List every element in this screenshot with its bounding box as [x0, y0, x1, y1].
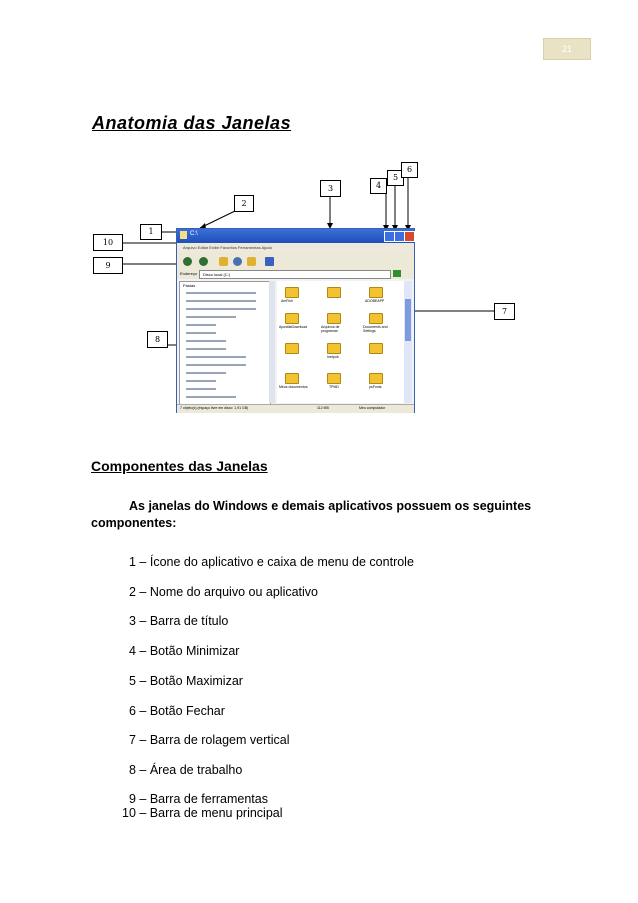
folder-icon: [327, 287, 341, 298]
folder-label: Meus documentos: [279, 385, 308, 389]
scroll-thumb: [405, 299, 411, 341]
status-mid: 112 MB: [317, 406, 329, 410]
callout-8: 8: [147, 331, 168, 348]
intro-line-2: componentes:: [91, 516, 177, 530]
callout-1: 1: [140, 224, 162, 240]
folder-label: Documents and Settings: [363, 325, 388, 333]
status-left: 7 objeto(s) (espaço livre em disco: 1,91 GB): [180, 406, 249, 410]
status-right: Meu computador: [359, 406, 386, 410]
folder-tree-pane: [179, 281, 271, 405]
folder-icon: [327, 373, 341, 384]
address-label: Endereço: [180, 271, 198, 276]
list-item: 5 – Botão Maximizar: [129, 674, 243, 688]
folder-icon: [285, 373, 299, 384]
section-heading: Componentes das Janelas: [91, 458, 268, 474]
status-bar: [177, 404, 414, 413]
list-item: 6 – Botão Fechar: [129, 704, 225, 718]
content-area: [277, 281, 404, 403]
list-item: 1 – Ícone do aplicativo e caixa de menu de controle: [129, 555, 414, 569]
callout-6: 6: [401, 162, 418, 178]
folder-label: AmFish: [281, 299, 293, 303]
folder-label: psFonts: [369, 385, 382, 389]
go-icon: [393, 270, 401, 277]
list-item: 7 – Barra de rolagem vertical: [129, 733, 290, 747]
folders-icon: [247, 257, 256, 266]
list-item: 2 – Nome do arquivo ou aplicativo: [129, 585, 319, 599]
page-number-badge: 21: [543, 38, 591, 60]
callout-3: 3: [320, 180, 341, 197]
callout-9: 9: [93, 257, 123, 274]
folder-label: TPMD: [329, 385, 339, 389]
list-item: 9 – Barra de ferramentas: [129, 792, 268, 806]
callout-10: 10: [93, 234, 123, 251]
folder-icon: [327, 313, 341, 324]
folder-icon: [285, 313, 299, 324]
address-field: [199, 270, 391, 279]
folder-icon: [369, 313, 383, 324]
list-item: 10 – Barra de menu principal: [122, 806, 283, 820]
window-toolbar: [177, 253, 414, 270]
address-value: Disco local (C:): [203, 272, 231, 277]
tree-scrollbar: [269, 281, 275, 403]
list-item: 3 – Barra de título: [129, 614, 229, 628]
callout-2: 2: [234, 195, 254, 212]
folder-icon: [369, 373, 383, 384]
window-title-text: C:\: [190, 231, 198, 237]
folder-label: Arquivos de programas: [321, 325, 340, 333]
folders-label: Pastas: [183, 283, 196, 288]
search-icon: [233, 257, 242, 266]
up-folder-icon: [219, 257, 228, 266]
callout-4: 4: [370, 178, 387, 194]
views-icon: [265, 257, 274, 266]
sample-window: [176, 228, 415, 413]
window-menu-bar: Arquivo Editar Exibir Favoritos Ferramentas Ajuda: [177, 243, 414, 253]
callout-7: 7: [494, 303, 515, 320]
folder-icon: [369, 343, 383, 354]
close-button-icon: [404, 231, 415, 242]
intro-line-1: As janelas do Windows e demais aplicativos possuem os seguintes: [129, 499, 532, 513]
list-item: 4 – Botão Minimizar: [129, 644, 240, 658]
window-title-bar: [177, 229, 414, 243]
forward-icon: [199, 257, 208, 266]
app-icon: [180, 231, 187, 239]
callout-5: 5: [387, 170, 404, 186]
folder-icon: [369, 287, 383, 298]
folder-icon: [327, 343, 341, 354]
folder-label: ADOBEAPP: [365, 299, 385, 303]
list-item: 8 – Área de trabalho: [129, 763, 243, 777]
folder-label: Inetpub: [327, 355, 339, 359]
folder-label: ApostilaDownload: [279, 325, 308, 329]
folder-icon: [285, 343, 299, 354]
page-title: Anatomia das Janelas: [92, 113, 292, 133]
address-bar: [177, 269, 414, 279]
back-icon: [183, 257, 192, 266]
folder-icon: [285, 287, 299, 298]
